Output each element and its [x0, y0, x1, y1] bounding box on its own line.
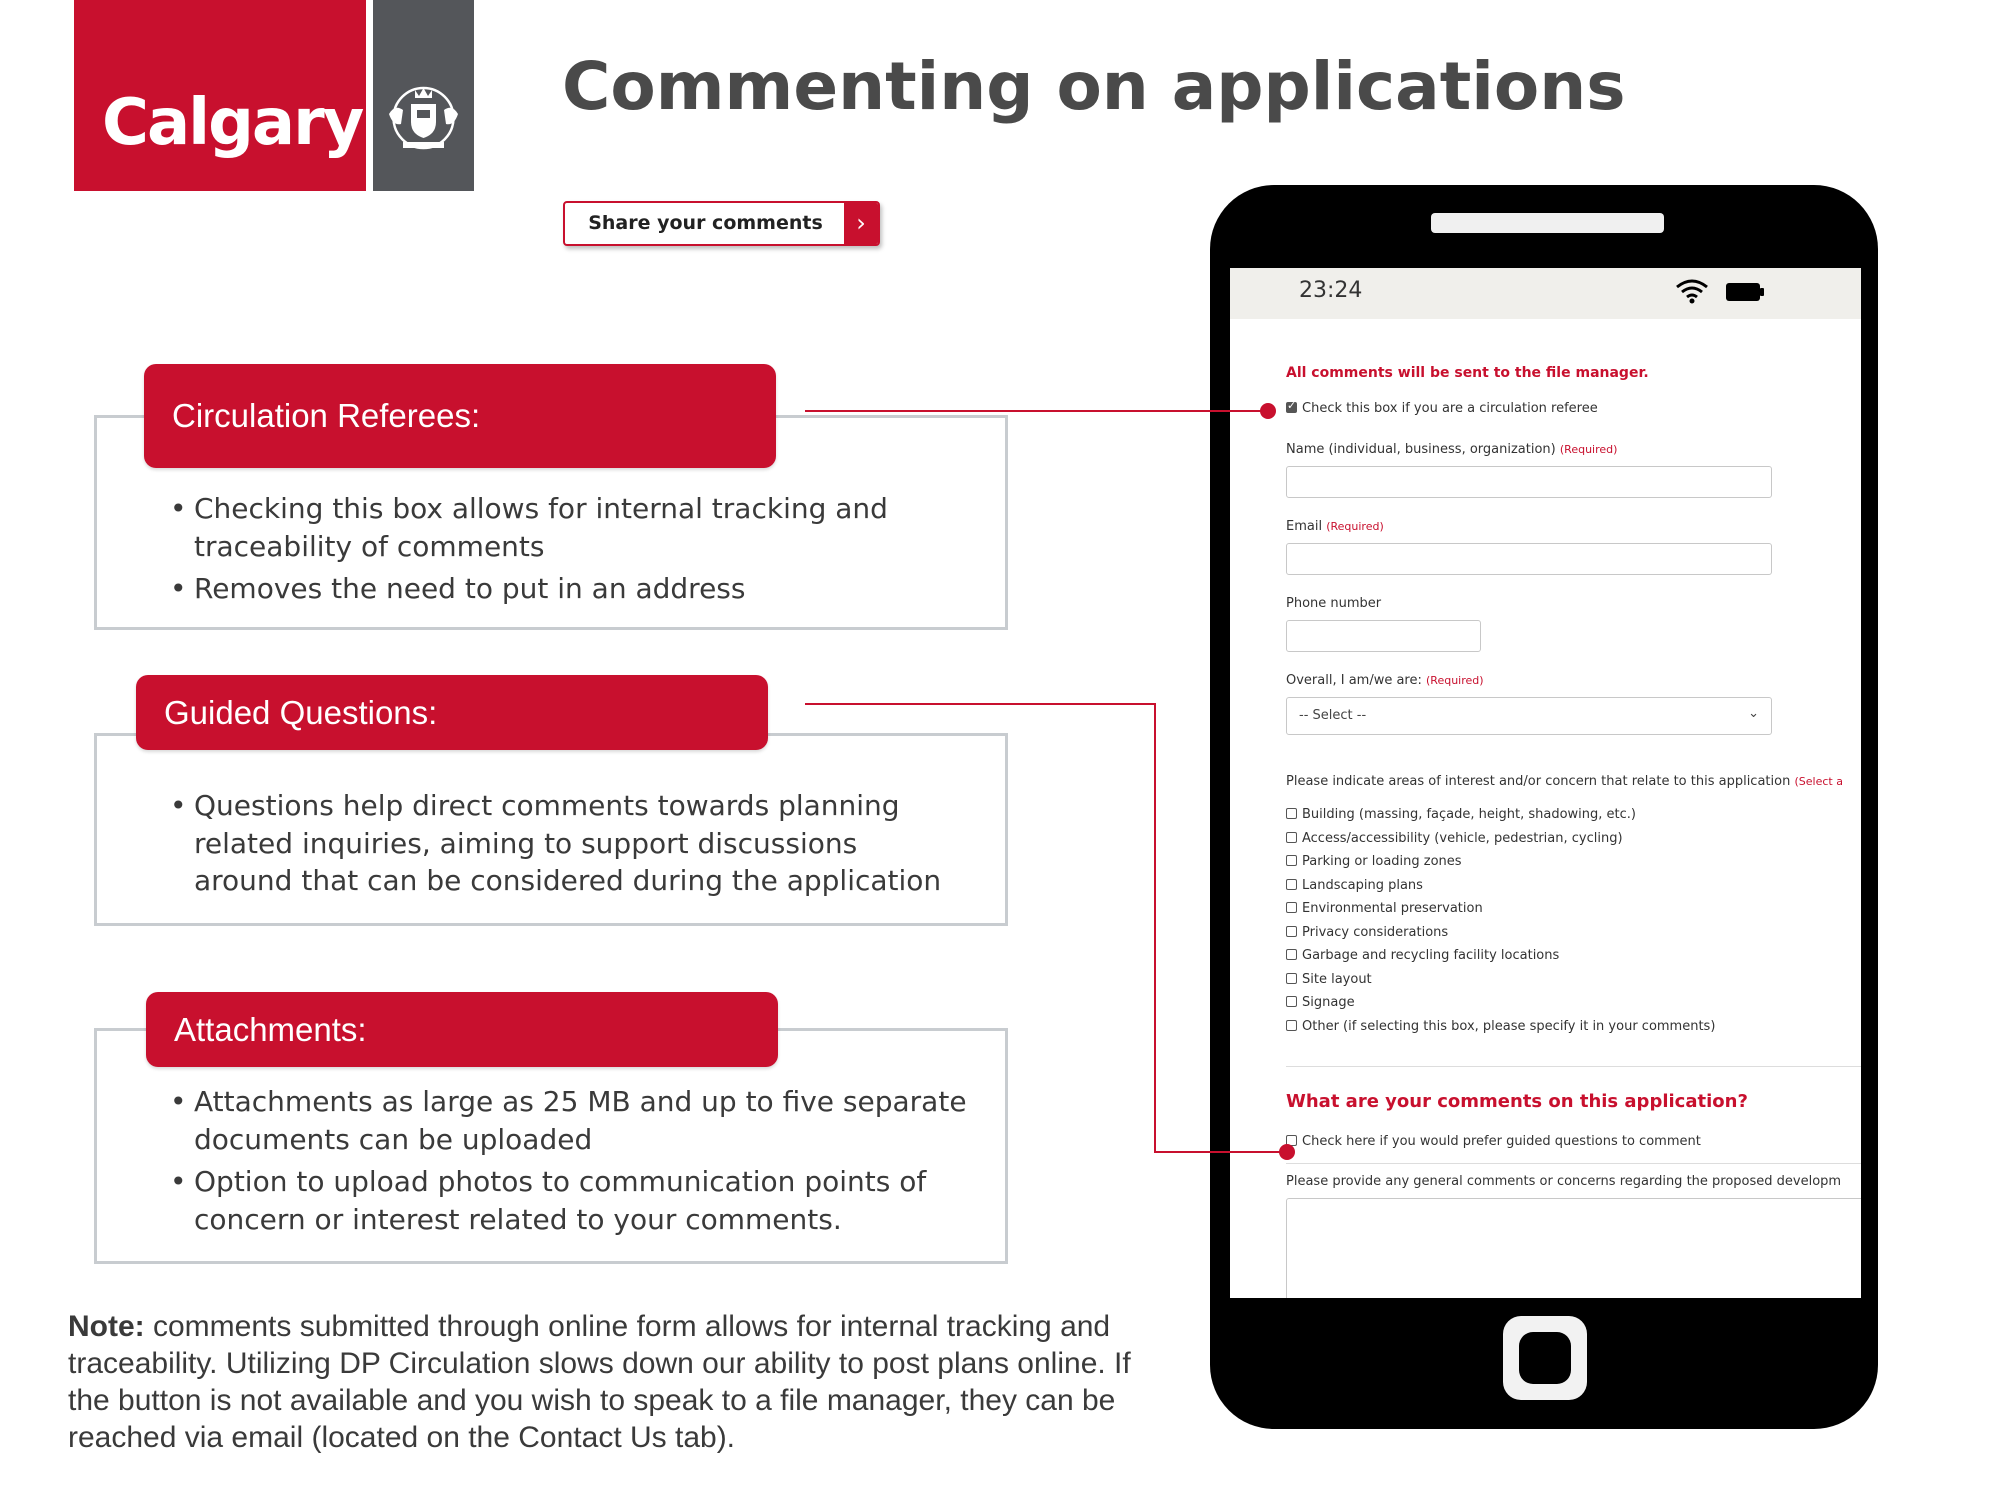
area-label: Parking or loading zones	[1302, 854, 1462, 869]
list-item[interactable]	[1286, 948, 1715, 972]
name-input[interactable]	[1286, 466, 1772, 498]
area-label: Environmental preservation	[1302, 901, 1483, 916]
list-item: • Attachments as large as 25 MB and up to five separate documents can be uploaded	[170, 1083, 990, 1158]
logo-crest-panel	[373, 0, 474, 191]
area-label: Privacy considerations	[1302, 924, 1449, 940]
wifi-icon	[1675, 278, 1709, 304]
note-text	[68, 1308, 1158, 1456]
circulation-referees-bullets	[170, 490, 990, 613]
guided-checkbox-row[interactable]	[1286, 1134, 1701, 1149]
phone-number-label: Phone number	[1286, 596, 1382, 611]
name-label-text: Name (individual, business, organization)	[1286, 442, 1556, 457]
list-item: • Checking this box allows for internal tracking and traceability of comments	[170, 490, 990, 565]
list-item[interactable]	[1286, 807, 1715, 831]
page-title: Commenting on applications	[562, 48, 1626, 125]
form-notice: All comments will be sent to the file manager.	[1286, 365, 1649, 381]
area-label: Other (if selecting this box, please specify it in your comments)	[1302, 1018, 1716, 1034]
home-button[interactable]	[1503, 1316, 1587, 1400]
area-label: Landscaping plans	[1302, 877, 1423, 893]
guided-questions-bullets	[170, 787, 950, 905]
required-tag: (Required)	[1426, 674, 1484, 687]
list-item[interactable]	[1286, 925, 1715, 949]
area-checkbox[interactable]	[1286, 855, 1297, 866]
list-item[interactable]	[1286, 854, 1715, 878]
area-checkbox[interactable]	[1286, 808, 1297, 819]
guided-checkbox-label: Check here if you would prefer guided questions to comment	[1302, 1134, 1701, 1149]
note-body: comments submitted through online form allows for internal tracking and traceability. Utilizing DP Circulation slows down our ability to post plans online. If the button is not available and you wish to speak to a file manager, they can be reached via email (located on the Contact Us tab).	[68, 1310, 1131, 1454]
email-input[interactable]	[1286, 543, 1772, 575]
referee-checkbox-label: Check this box if you are a circulation referee	[1302, 401, 1598, 416]
referee-checkbox-row[interactable]	[1286, 401, 1598, 416]
guided-questions-heading: Guided Questions:	[136, 675, 768, 750]
list-item[interactable]	[1286, 878, 1715, 902]
list-item[interactable]	[1286, 831, 1715, 855]
email-label-text: Email	[1286, 519, 1323, 534]
chevron-down-icon: ⌄	[1748, 706, 1759, 721]
areas-label	[1286, 774, 1843, 789]
phone-mockup	[1210, 185, 1878, 1429]
general-comments-textarea[interactable]	[1286, 1198, 1861, 1298]
logo-wordmark: Calgary	[102, 86, 363, 160]
list-item: • Option to upload photos to communication points of concern or interest related to your comments.	[170, 1163, 990, 1238]
comments-heading: What are your comments on this application?	[1286, 1091, 1748, 1112]
attachments-bullets	[170, 1083, 990, 1243]
overall-label	[1286, 673, 1484, 688]
list-item[interactable]	[1286, 972, 1715, 996]
list-item: • Removes the need to put in an address	[170, 570, 990, 608]
guided-checkbox[interactable]	[1286, 1135, 1297, 1146]
list-item[interactable]	[1286, 995, 1715, 1019]
areas-label-text: Please indicate areas of interest and/or concern that relate to this application	[1286, 774, 1791, 789]
area-label: Site layout	[1302, 971, 1372, 987]
chevron-right-icon: ›	[844, 203, 878, 244]
share-comments-label: Share your comments	[588, 212, 823, 234]
area-label: Garbage and recycling facility locations	[1302, 948, 1560, 963]
required-tag: (Required)	[1326, 520, 1384, 533]
area-checkbox[interactable]	[1286, 973, 1297, 984]
list-item[interactable]	[1286, 1019, 1715, 1043]
list-item[interactable]	[1286, 901, 1715, 925]
overall-label-text: Overall, I am/we are:	[1286, 673, 1422, 688]
areas-checkbox-list	[1286, 807, 1715, 1042]
phone-number-input[interactable]	[1286, 620, 1481, 652]
section-divider	[1286, 1066, 1861, 1067]
status-time: 23:24	[1299, 278, 1363, 303]
required-tag: (Required)	[1559, 443, 1618, 456]
share-comments-button[interactable]	[563, 201, 880, 246]
area-checkbox[interactable]	[1286, 926, 1297, 937]
phone-speaker	[1431, 213, 1664, 233]
overall-select[interactable]	[1286, 697, 1772, 735]
area-checkbox[interactable]	[1286, 1020, 1297, 1031]
name-label	[1286, 442, 1617, 457]
section-divider	[1286, 1163, 1861, 1164]
general-comments-label: Please provide any general comments or concerns regarding the proposed developm	[1286, 1174, 1842, 1189]
note-label: Note:	[68, 1310, 145, 1343]
area-checkbox[interactable]	[1286, 832, 1297, 843]
email-label	[1286, 519, 1384, 534]
calgary-crest-icon	[381, 80, 466, 154]
status-bar	[1230, 268, 1861, 319]
list-item: • Questions help direct comments towards planning related inquiries, aiming to support discussions around that can be considered during the application	[170, 787, 950, 900]
attachments-heading: Attachments:	[146, 992, 778, 1067]
phone-screen	[1230, 268, 1861, 1298]
circulation-referees-heading: Circulation Referees:	[144, 364, 776, 468]
overall-select-value: -- Select --	[1299, 708, 1367, 723]
area-checkbox[interactable]	[1286, 949, 1297, 960]
referee-checkbox[interactable]	[1286, 402, 1297, 413]
area-checkbox[interactable]	[1286, 879, 1297, 890]
area-label: Building (massing, façade, height, shadowing, etc.)	[1302, 807, 1636, 822]
area-checkbox[interactable]	[1286, 996, 1297, 1007]
areas-hint: (Select a	[1794, 775, 1843, 788]
calgary-logo	[74, 0, 366, 191]
area-label: Access/accessibility (vehicle, pedestrian, cycling)	[1302, 830, 1623, 846]
battery-icon	[1726, 283, 1764, 301]
area-label: Signage	[1302, 995, 1355, 1010]
area-checkbox[interactable]	[1286, 902, 1297, 913]
